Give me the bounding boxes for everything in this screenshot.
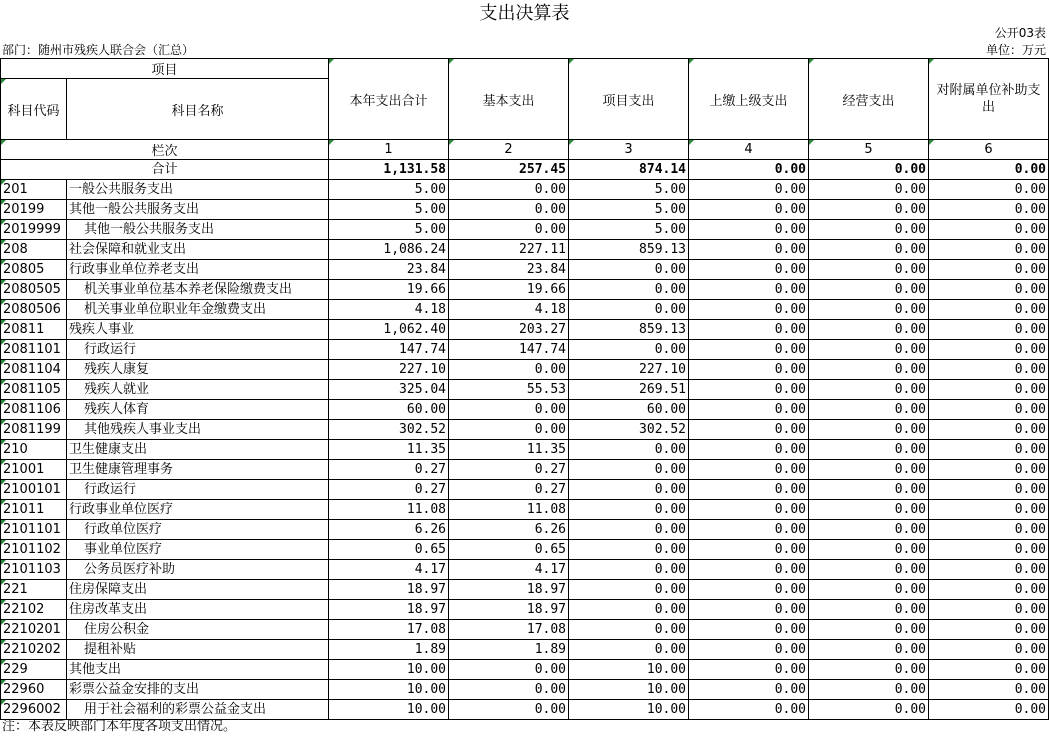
account-code: 20811 [1, 320, 67, 340]
amount-cell: 0.00 [569, 640, 689, 660]
account-name: 其他一般公共服务支出 [67, 200, 329, 220]
account-code: 22102 [1, 600, 67, 620]
account-name: 事业单位医疗 [67, 540, 329, 560]
table-row [1, 280, 1049, 300]
amount-cell: 0.00 [809, 220, 929, 240]
amount-cell: 0.00 [929, 600, 1049, 620]
amount-cell: 10.00 [569, 660, 689, 680]
amount-cell: 0.00 [569, 340, 689, 360]
amount-cell: 325.04 [329, 380, 449, 400]
amount-cell: 0.00 [809, 380, 929, 400]
amount-cell: 203.27 [449, 320, 569, 340]
amount-cell: 0.00 [809, 500, 929, 520]
total-label: 合计 [1, 160, 329, 180]
amount-cell: 0.00 [689, 460, 809, 480]
amount-cell: 0.00 [569, 440, 689, 460]
account-name: 机关事业单位职业年金缴费支出 [67, 300, 329, 320]
amount-cell: 0.00 [929, 400, 1049, 420]
amount-cell: 11.08 [449, 500, 569, 520]
data-rows [1, 180, 1049, 720]
amount-cell: 10.00 [569, 700, 689, 720]
table-row [1, 220, 1049, 240]
amount-cell: 0.00 [809, 700, 929, 720]
amount-cell: 10.00 [329, 680, 449, 700]
amount-cell: 0.00 [929, 360, 1049, 380]
amount-cell: 10.00 [569, 680, 689, 700]
account-code: 221 [1, 580, 67, 600]
amount-cell: 0.00 [929, 280, 1049, 300]
account-name: 彩票公益金安排的支出 [67, 680, 329, 700]
account-code: 2101101 [1, 520, 67, 540]
amount-cell: 60.00 [329, 400, 449, 420]
account-name: 残疾人事业 [67, 320, 329, 340]
amount-cell: 0.00 [929, 580, 1049, 600]
amount-cell: 0.00 [689, 420, 809, 440]
col-number: 5 [809, 140, 929, 160]
unit-label: 单位：万元 [985, 43, 1046, 57]
amount-cell: 0.00 [929, 660, 1049, 680]
account-name: 其他支出 [67, 660, 329, 680]
amount-cell: 859.13 [569, 240, 689, 260]
header-subsidiary: 对附属单位补助支出 [929, 59, 1049, 140]
account-code: 21011 [1, 500, 67, 520]
total-row [1, 160, 1049, 180]
amount-cell: 0.00 [809, 480, 929, 500]
amount-cell: 0.00 [809, 260, 929, 280]
account-code: 20199 [1, 200, 67, 220]
account-code: 21001 [1, 460, 67, 480]
amount-cell: 1.89 [449, 640, 569, 660]
table-row [1, 640, 1049, 660]
amount-cell: 0.00 [809, 460, 929, 480]
amount-cell: 0.27 [449, 460, 569, 480]
amount-cell: 0.00 [809, 360, 929, 380]
header-total: 本年支出合计 [329, 59, 449, 140]
account-name: 一般公共服务支出 [67, 180, 329, 200]
amount-cell: 18.97 [449, 600, 569, 620]
amount-cell: 0.00 [449, 400, 569, 420]
account-code: 201 [1, 180, 67, 200]
header-code: 科目代码 [1, 79, 67, 140]
amount-cell: 0.00 [809, 540, 929, 560]
amount-cell: 5.00 [329, 220, 449, 240]
account-name: 残疾人就业 [67, 380, 329, 400]
amount-cell: 0.00 [569, 280, 689, 300]
amount-cell: 4.17 [449, 560, 569, 580]
form-code: 公开03表 [994, 26, 1046, 40]
amount-cell: 0.00 [929, 260, 1049, 280]
amount-cell: 10.00 [329, 660, 449, 680]
account-code: 229 [1, 660, 67, 680]
account-code: 2210202 [1, 640, 67, 660]
amount-cell: 0.00 [689, 500, 809, 520]
table-row [1, 680, 1049, 700]
table-row [1, 260, 1049, 280]
amount-cell: 0.00 [809, 420, 929, 440]
amount-cell: 0.27 [329, 460, 449, 480]
amount-cell: 0.00 [449, 220, 569, 240]
account-name: 行政事业单位养老支出 [67, 260, 329, 280]
amount-cell: 0.00 [929, 560, 1049, 580]
amount-cell: 0.27 [329, 480, 449, 500]
report-title: 支出决算表 [479, 3, 570, 24]
table-row [1, 240, 1049, 260]
account-name: 行政运行 [67, 480, 329, 500]
account-code: 208 [1, 240, 67, 260]
table-row [1, 540, 1049, 560]
account-name: 住房改革支出 [67, 600, 329, 620]
account-name: 公务员医疗补助 [67, 560, 329, 580]
table-row [1, 500, 1049, 520]
amount-cell: 0.00 [809, 580, 929, 600]
amount-cell: 0.00 [689, 520, 809, 540]
amount-cell: 0.00 [569, 480, 689, 500]
amount-cell: 0.00 [689, 640, 809, 660]
amount-cell: 19.66 [449, 280, 569, 300]
amount-cell: 0.00 [449, 360, 569, 380]
account-name: 残疾人体育 [67, 400, 329, 420]
amount-cell: 0.00 [929, 540, 1049, 560]
amount-cell: 0.00 [809, 240, 929, 260]
amount-cell: 5.00 [329, 200, 449, 220]
amount-cell: 0.00 [689, 380, 809, 400]
amount-cell: 0.00 [929, 220, 1049, 240]
amount-cell: 0.00 [689, 220, 809, 240]
col-number: 4 [689, 140, 809, 160]
amount-cell: 0.00 [929, 240, 1049, 260]
amount-cell: 5.00 [329, 180, 449, 200]
amount-cell: 0.00 [929, 300, 1049, 320]
amount-cell: 0.00 [809, 340, 929, 360]
amount-cell: 6.26 [329, 520, 449, 540]
amount-cell: 1,086.24 [329, 240, 449, 260]
amount-cell: 0.00 [689, 260, 809, 280]
col-number: 6 [929, 140, 1049, 160]
amount-cell: 227.11 [449, 240, 569, 260]
amount-cell: 0.00 [689, 480, 809, 500]
amount-cell: 4.18 [449, 300, 569, 320]
amount-cell: 17.08 [449, 620, 569, 640]
amount-cell: 0.00 [689, 540, 809, 560]
amount-cell: 0.00 [689, 300, 809, 320]
table-row [1, 380, 1049, 400]
total-value: 0.00 [809, 160, 929, 180]
account-name: 住房保障支出 [67, 580, 329, 600]
amount-cell: 19.66 [329, 280, 449, 300]
amount-cell: 0.00 [689, 280, 809, 300]
amount-cell: 0.00 [809, 560, 929, 580]
account-code: 2019999 [1, 220, 67, 240]
amount-cell: 23.84 [329, 260, 449, 280]
amount-cell: 0.00 [569, 520, 689, 540]
expenditure-table [0, 58, 1049, 720]
amount-cell: 0.00 [689, 700, 809, 720]
amount-cell: 0.00 [929, 460, 1049, 480]
amount-cell: 0.00 [929, 500, 1049, 520]
amount-cell: 0.00 [929, 440, 1049, 460]
amount-cell: 0.00 [809, 300, 929, 320]
amount-cell: 0.00 [689, 440, 809, 460]
amount-cell: 0.00 [809, 680, 929, 700]
amount-cell: 0.00 [809, 400, 929, 420]
amount-cell: 4.17 [329, 560, 449, 580]
footnote: 注：本表反映部门本年度各项支出情况。 [2, 719, 237, 734]
account-code: 22960 [1, 680, 67, 700]
amount-cell: 11.35 [449, 440, 569, 460]
amount-cell: 6.26 [449, 520, 569, 540]
amount-cell: 0.00 [449, 700, 569, 720]
table-row [1, 320, 1049, 340]
table-row [1, 620, 1049, 640]
account-name: 行政事业单位医疗 [67, 500, 329, 520]
amount-cell: 0.00 [449, 420, 569, 440]
amount-cell: 0.00 [809, 440, 929, 460]
amount-cell: 0.00 [449, 200, 569, 220]
account-name: 提租补贴 [67, 640, 329, 660]
amount-cell: 0.27 [449, 480, 569, 500]
table-row [1, 200, 1049, 220]
table-row [1, 180, 1049, 200]
account-name: 卫生健康支出 [67, 440, 329, 460]
amount-cell: 0.00 [689, 580, 809, 600]
amount-cell: 227.10 [329, 360, 449, 380]
table-row [1, 360, 1049, 380]
amount-cell: 1.89 [329, 640, 449, 660]
amount-cell: 0.00 [809, 660, 929, 680]
amount-cell: 0.00 [569, 580, 689, 600]
amount-cell: 0.00 [449, 660, 569, 680]
amount-cell: 0.00 [689, 400, 809, 420]
total-value: 1,131.58 [329, 160, 449, 180]
total-value: 874.14 [569, 160, 689, 180]
account-code: 2100101 [1, 480, 67, 500]
amount-cell: 0.00 [569, 300, 689, 320]
col-number: 1 [329, 140, 449, 160]
amount-cell: 0.00 [929, 480, 1049, 500]
table-row [1, 480, 1049, 500]
amount-cell: 0.00 [929, 180, 1049, 200]
account-code: 2081101 [1, 340, 67, 360]
amount-cell: 0.00 [689, 240, 809, 260]
amount-cell: 0.00 [929, 320, 1049, 340]
amount-cell: 0.65 [449, 540, 569, 560]
amount-cell: 0.00 [809, 620, 929, 640]
amount-cell: 55.53 [449, 380, 569, 400]
amount-cell: 0.00 [929, 380, 1049, 400]
header-upper: 上缴上级支出 [689, 59, 809, 140]
table-row [1, 600, 1049, 620]
table-row [1, 420, 1049, 440]
table-row [1, 700, 1049, 720]
total-value: 0.00 [929, 160, 1049, 180]
amount-cell: 0.00 [569, 600, 689, 620]
amount-cell: 18.97 [329, 600, 449, 620]
amount-cell: 0.00 [449, 680, 569, 700]
table-row [1, 580, 1049, 600]
department-label: 部门：随州市残疾人联合会（汇总） [2, 43, 195, 57]
account-name: 行政运行 [67, 340, 329, 360]
amount-cell: 0.00 [569, 560, 689, 580]
table-row [1, 400, 1049, 420]
amount-cell: 0.00 [929, 640, 1049, 660]
col-number: 2 [449, 140, 569, 160]
account-name: 行政单位医疗 [67, 520, 329, 540]
account-code: 2081199 [1, 420, 67, 440]
account-name: 卫生健康管理事务 [67, 460, 329, 480]
amount-cell: 10.00 [329, 700, 449, 720]
table-row [1, 560, 1049, 580]
amount-cell: 0.00 [449, 180, 569, 200]
amount-cell: 227.10 [569, 360, 689, 380]
amount-cell: 0.65 [329, 540, 449, 560]
amount-cell: 302.52 [569, 420, 689, 440]
amount-cell: 0.00 [809, 320, 929, 340]
amount-cell: 0.00 [689, 340, 809, 360]
amount-cell: 0.00 [809, 520, 929, 540]
account-name: 其他一般公共服务支出 [67, 220, 329, 240]
amount-cell: 0.00 [569, 460, 689, 480]
account-name: 机关事业单位基本养老保险缴费支出 [67, 280, 329, 300]
col-number: 3 [569, 140, 689, 160]
amount-cell: 0.00 [689, 560, 809, 580]
amount-cell: 0.00 [689, 180, 809, 200]
account-code: 2101102 [1, 540, 67, 560]
total-value: 0.00 [689, 160, 809, 180]
amount-cell: 23.84 [449, 260, 569, 280]
account-name: 其他残疾人事业支出 [67, 420, 329, 440]
account-code: 210 [1, 440, 67, 460]
amount-cell: 0.00 [689, 360, 809, 380]
account-code: 2081105 [1, 380, 67, 400]
amount-cell: 269.51 [569, 380, 689, 400]
amount-cell: 0.00 [929, 200, 1049, 220]
amount-cell: 147.74 [329, 340, 449, 360]
row-index-label: 栏次 [1, 140, 329, 160]
amount-cell: 0.00 [809, 200, 929, 220]
header-business: 经营支出 [809, 59, 929, 140]
amount-cell: 5.00 [569, 220, 689, 240]
amount-cell: 147.74 [449, 340, 569, 360]
amount-cell: 0.00 [929, 340, 1049, 360]
amount-cell: 0.00 [689, 660, 809, 680]
amount-cell: 11.35 [329, 440, 449, 460]
account-code: 2080506 [1, 300, 67, 320]
amount-cell: 0.00 [689, 600, 809, 620]
account-code: 2081106 [1, 400, 67, 420]
header-name: 科目名称 [67, 79, 329, 140]
account-code: 20805 [1, 260, 67, 280]
amount-cell: 0.00 [569, 620, 689, 640]
account-code: 2080505 [1, 280, 67, 300]
account-name: 用于社会福利的彩票公益金支出 [67, 700, 329, 720]
total-value: 257.45 [449, 160, 569, 180]
amount-cell: 0.00 [689, 680, 809, 700]
amount-cell: 0.00 [929, 420, 1049, 440]
account-name: 残疾人康复 [67, 360, 329, 380]
amount-cell: 0.00 [689, 200, 809, 220]
table-row [1, 460, 1049, 480]
amount-cell: 0.00 [809, 280, 929, 300]
amount-cell: 0.00 [689, 320, 809, 340]
amount-cell: 11.08 [329, 500, 449, 520]
amount-cell: 859.13 [569, 320, 689, 340]
account-code: 2210201 [1, 620, 67, 640]
table-row [1, 300, 1049, 320]
amount-cell: 4.18 [329, 300, 449, 320]
amount-cell: 5.00 [569, 200, 689, 220]
account-code: 2101103 [1, 560, 67, 580]
amount-cell: 0.00 [929, 620, 1049, 640]
amount-cell: 0.00 [929, 520, 1049, 540]
amount-cell: 1,062.40 [329, 320, 449, 340]
amount-cell: 18.97 [329, 580, 449, 600]
account-code: 2296002 [1, 700, 67, 720]
amount-cell: 0.00 [809, 640, 929, 660]
amount-cell: 18.97 [449, 580, 569, 600]
amount-cell: 0.00 [809, 600, 929, 620]
amount-cell: 0.00 [929, 700, 1049, 720]
amount-cell: 0.00 [569, 500, 689, 520]
table-row [1, 660, 1049, 680]
amount-cell: 0.00 [809, 180, 929, 200]
amount-cell: 0.00 [569, 540, 689, 560]
table-row [1, 440, 1049, 460]
account-name: 社会保障和就业支出 [67, 240, 329, 260]
table-row [1, 520, 1049, 540]
amount-cell: 0.00 [929, 680, 1049, 700]
amount-cell: 5.00 [569, 180, 689, 200]
account-name: 住房公积金 [67, 620, 329, 640]
header-basic: 基本支出 [449, 59, 569, 140]
amount-cell: 60.00 [569, 400, 689, 420]
amount-cell: 17.08 [329, 620, 449, 640]
header-item: 项目 [1, 59, 329, 79]
amount-cell: 0.00 [569, 260, 689, 280]
amount-cell: 302.52 [329, 420, 449, 440]
table-row [1, 340, 1049, 360]
amount-cell: 0.00 [689, 620, 809, 640]
account-code: 2081104 [1, 360, 67, 380]
header-project: 项目支出 [569, 59, 689, 140]
